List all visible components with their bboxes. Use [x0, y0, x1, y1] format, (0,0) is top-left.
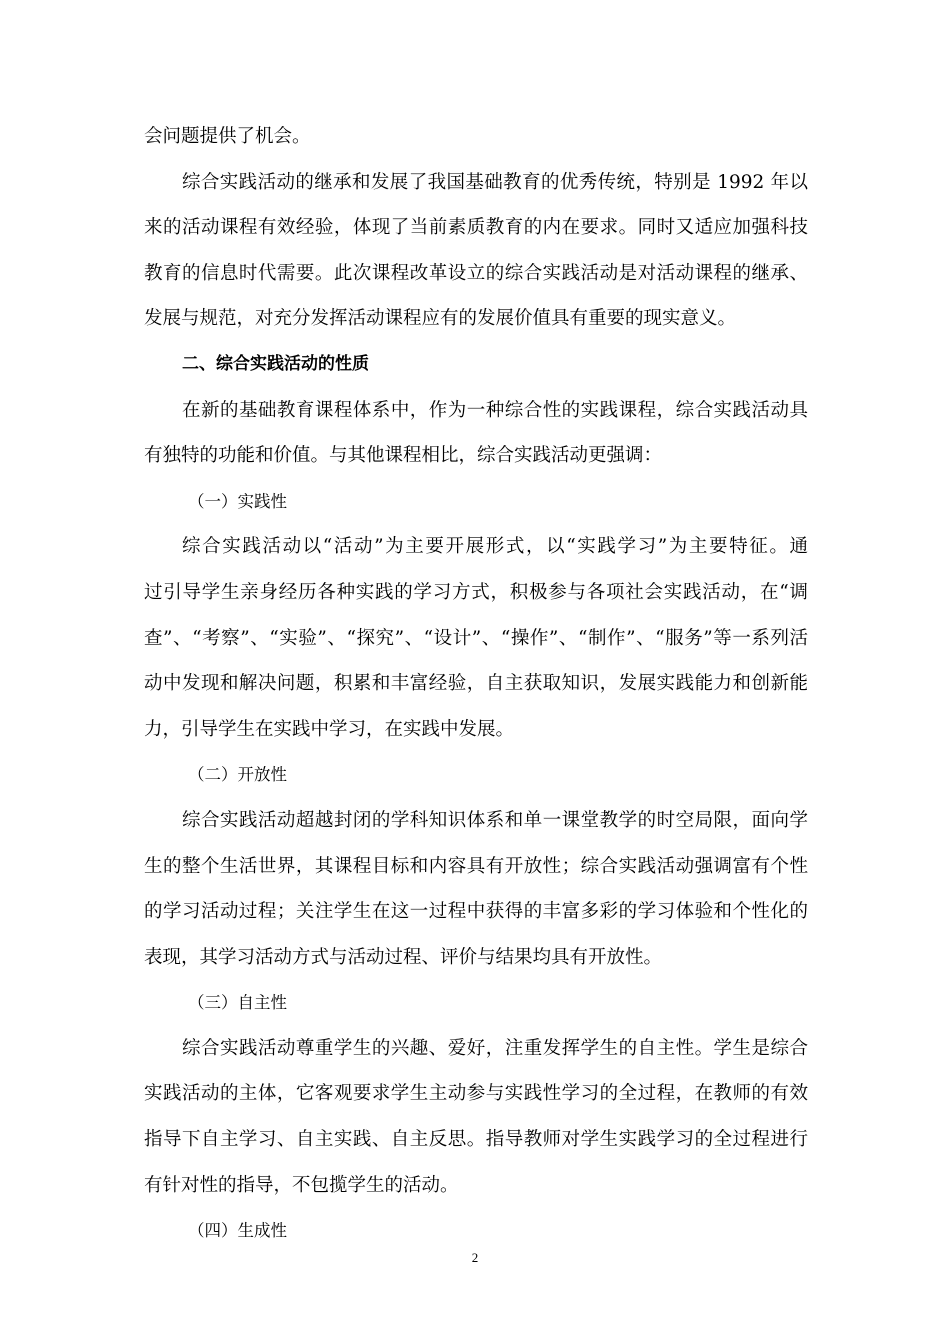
text-line: 有独特的功能和价值。与其他课程相比，综合实践活动更强调：: [144, 445, 663, 467]
text-line: 生的整个生活世界，其课程目标和内容具有开放性；综合实践活动强调富有个性: [144, 855, 808, 877]
body-text: [144, 114, 808, 1254]
text-line: 有针对性的指导，不包揽学生的活动。: [144, 1174, 459, 1196]
text-line: 查”、“考察”、“实验”、“探究”、“设计”、“操作”、“制作”、“服务”等一系列活: [144, 627, 808, 649]
text-line: 动中发现和解决问题，积累和丰富经验，自主获取知识，发展实践能力和创新能: [144, 673, 808, 695]
page-number: 2: [471, 1250, 479, 1265]
text-line: 综合实践活动超越封闭的学科知识体系和单一课堂教学的时空局限，面向学: [182, 809, 808, 831]
text-line: 综合实践活动的继承和发展了我国基础教育的优秀传统，特别是 1992 年以: [182, 171, 808, 193]
text-line: 来的活动课程有效经验，体现了当前素质教育的内在要求。同时又适应加强科技: [144, 217, 808, 239]
section-heading: 二、综合实践活动的性质: [182, 353, 369, 374]
text-line: 实践活动的主体，它客观要求学生主动参与实践性学习的全过程，在教师的有效: [144, 1083, 808, 1105]
text-line: 会问题提供了机会。: [144, 126, 311, 147]
text-line: 力，引导学生在实践中学习，在实践中发展。: [144, 718, 515, 740]
text-line: 综合实践活动以“活动”为主要开展形式，以“实践学习”为主要特征。通: [182, 536, 808, 558]
subsection-heading: （三）自主性: [188, 993, 287, 1013]
subsection-heading: （一）实践性: [188, 491, 287, 511]
text-line: 过引导学生亲身经历各种实践的学习方式，积极参与各项社会实践活动，在“调: [144, 581, 808, 603]
text-line: 的学习活动过程；关注学生在这一过程中获得的丰富多彩的学习体验和个性化的: [144, 901, 808, 923]
subsection-heading: （二）开放性: [188, 765, 287, 785]
text-line: 表现，其学习活动方式与活动过程、评价与结果均具有开放性。: [144, 946, 663, 968]
subsection-heading: （四）生成性: [188, 1221, 287, 1241]
text-line: 发展与规范，对充分发挥活动课程应有的发展价值具有重要的现实意义。: [144, 308, 737, 330]
text-line: 指导下自主学习、自主实践、自主反思。指导教师对学生实践学习的全过程进行: [144, 1129, 808, 1151]
text-line: 综合实践活动尊重学生的兴趣、爱好，注重发挥学生的自主性。学生是综合: [182, 1037, 808, 1059]
text-line: 在新的基础教育课程体系中，作为一种综合性的实践课程，综合实践活动具: [182, 399, 808, 421]
text-line: 教育的信息时代需要。此次课程改革设立的综合实践活动是对活动课程的继承、: [144, 262, 808, 284]
